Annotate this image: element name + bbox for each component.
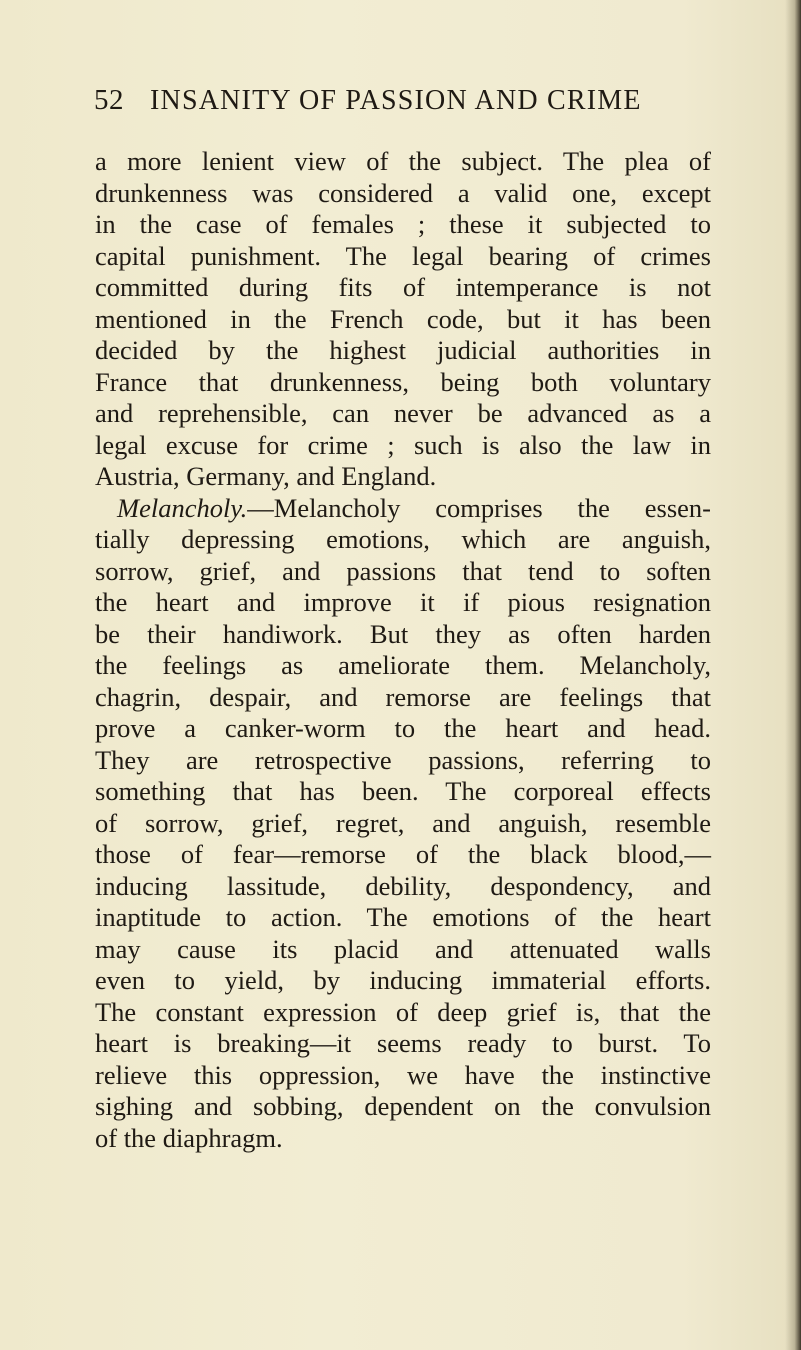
text-line: prove a canker-worm to the heart and head.	[95, 713, 711, 743]
text-line: inaptitude to action. The emotions of the heart	[95, 902, 711, 932]
text-line: sighing and sobbing, dependent on the convulsion	[95, 1091, 711, 1121]
text-line: legal excuse for crime ; such is also the law in	[95, 429, 711, 460]
page-number: 52	[94, 84, 124, 116]
text-line: even to yield, by inducing immaterial efforts.	[95, 965, 711, 995]
text-line: chagrin, despair, and remorse are feelings that	[95, 681, 711, 712]
text-line: of the diaphragm.	[95, 1122, 283, 1153]
text-line: inducing lassitude, debility, despondency, and	[95, 870, 711, 901]
text-line: The constant expression of deep grief is, that the	[95, 996, 711, 1027]
page-edge-shadow	[785, 0, 801, 1350]
text-line: tially depressing emotions, which are anguish,	[95, 524, 711, 554]
text-line: those of fear—remorse of the black blood,—	[95, 839, 711, 869]
text-line: France that drunkenness, being both voluntary	[95, 366, 711, 397]
text-line: Austria, Germany, and England.	[95, 461, 437, 491]
text-line: something that has been. The corporeal effects	[95, 776, 711, 806]
running-head	[94, 84, 714, 126]
text-line: the feelings as ameliorate them. Melancholy,	[95, 650, 711, 680]
text-line: heart is breaking—it seems ready to burst. To	[95, 1028, 711, 1058]
text-line: a more lenient view of the subject. The plea of	[95, 146, 711, 176]
section-first-line	[95, 493, 711, 525]
text-line: decided by the highest judicial authorities in	[95, 335, 711, 365]
body-text	[95, 146, 711, 1154]
text-line: and reprehensible, can never be advanced as a	[95, 398, 711, 428]
running-head-title: INSANITY OF PASSION AND CRIME	[150, 85, 642, 116]
text-line: drunkenness was considered a valid one, except	[95, 177, 711, 208]
text-line: mentioned in the French code, but it has been	[95, 303, 711, 334]
text-line: of sorrow, grief, regret, and anguish, resemble	[95, 807, 711, 838]
text-line: relieve this oppression, we have the instinctive	[95, 1059, 711, 1090]
text-line: committed during fits of intemperance is not	[95, 272, 711, 302]
text-line: They are retrospective passions, referring to	[95, 744, 711, 775]
text-line: in the case of females ; these it subjected to	[95, 209, 711, 239]
text-line: be their handiwork. But they as often harden	[95, 618, 711, 649]
section-heading: Melancholy.	[117, 492, 248, 523]
text-line: sorrow, grief, and passions that tend to soften	[95, 555, 711, 586]
section-first-line-text: —Melancholy comprises the essen-	[247, 492, 711, 523]
text-line: capital punishment. The legal bearing of crimes	[95, 240, 711, 271]
text-line: may cause its placid and attenuated walls	[95, 933, 711, 964]
text-line: the heart and improve it if pious resignation	[95, 587, 711, 617]
